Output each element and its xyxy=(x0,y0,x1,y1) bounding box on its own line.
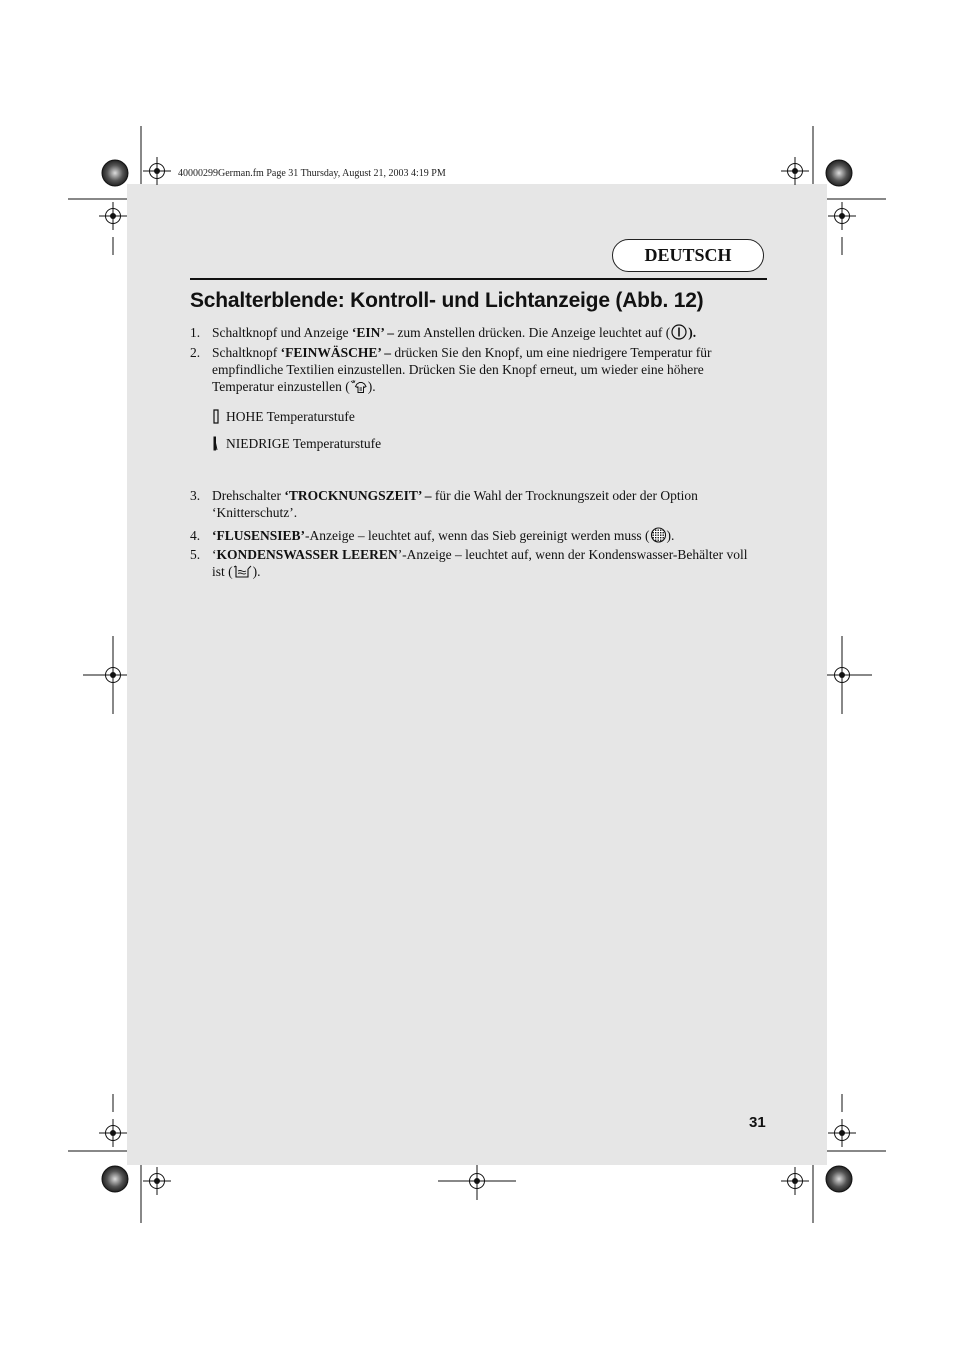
high-temperature-icon xyxy=(212,408,226,425)
legend-low: NIEDRIGE Temperaturstufe xyxy=(212,435,381,452)
low-temperature-icon xyxy=(212,435,226,452)
item-number: 1. xyxy=(190,325,201,340)
item-text: Schaltknopf und Anzeige ‘EIN’ – zum Anstellen drücken. Die Anzeige leuchtet auf ( ). xyxy=(212,324,750,344)
item-text: Schaltknopf ‘FEINWÄSCHE’ – drücken Sie den Knopf, um eine niedrigere Temperatur für empfindliche Textilien einzustellen. Drücken Sie den Knopf erneut, um wieder eine höhere Temperatur einzustellen ( ). xyxy=(212,344,750,398)
title-rule xyxy=(190,278,767,280)
lint-filter-icon xyxy=(650,527,667,547)
item-number: 5. xyxy=(190,547,201,562)
list-item xyxy=(190,344,750,398)
star-target-icon xyxy=(826,160,852,186)
list-item xyxy=(190,546,750,583)
water-container-icon xyxy=(233,564,253,583)
star-target-icon xyxy=(102,160,128,186)
star-target-icon xyxy=(826,1166,852,1192)
list-item xyxy=(190,324,750,344)
legend-high: HOHE Temperaturstufe xyxy=(212,408,355,425)
page-title: Schalterblende: Kontroll- und Lichtanzeige (Abb. 12) xyxy=(190,289,704,312)
item-number: 2. xyxy=(190,345,201,360)
item-text: ‘FLUSENSIEB’-Anzeige – leuchtet auf, wenn das Sieb gereinigt werden muss ( ). xyxy=(212,527,750,547)
delicate-garment-icon xyxy=(350,379,368,398)
crop-meta-line: 40000299German.fm Page 31 Thursday, August 21, 2003 4:19 PM xyxy=(178,168,446,179)
language-badge: DEUTSCH xyxy=(612,239,764,272)
item-text: Drehschalter ‘TROCKNUNGSZEIT’ – für die Wahl der Trocknungszeit oder der Option ‘Knitterschutz’. xyxy=(212,488,698,520)
list-item xyxy=(190,527,750,547)
list-item xyxy=(190,487,750,521)
item-number: 4. xyxy=(190,528,201,543)
page-number: 31 xyxy=(749,1114,766,1131)
item-text: ‘KONDENSWASSER LEEREN’-Anzeige – leuchtet auf, wenn der Kondenswasser-Behälter voll ist ( ). xyxy=(212,546,750,583)
star-target-icon xyxy=(102,1166,128,1192)
power-icon xyxy=(670,324,688,344)
item-number: 3. xyxy=(190,488,201,503)
